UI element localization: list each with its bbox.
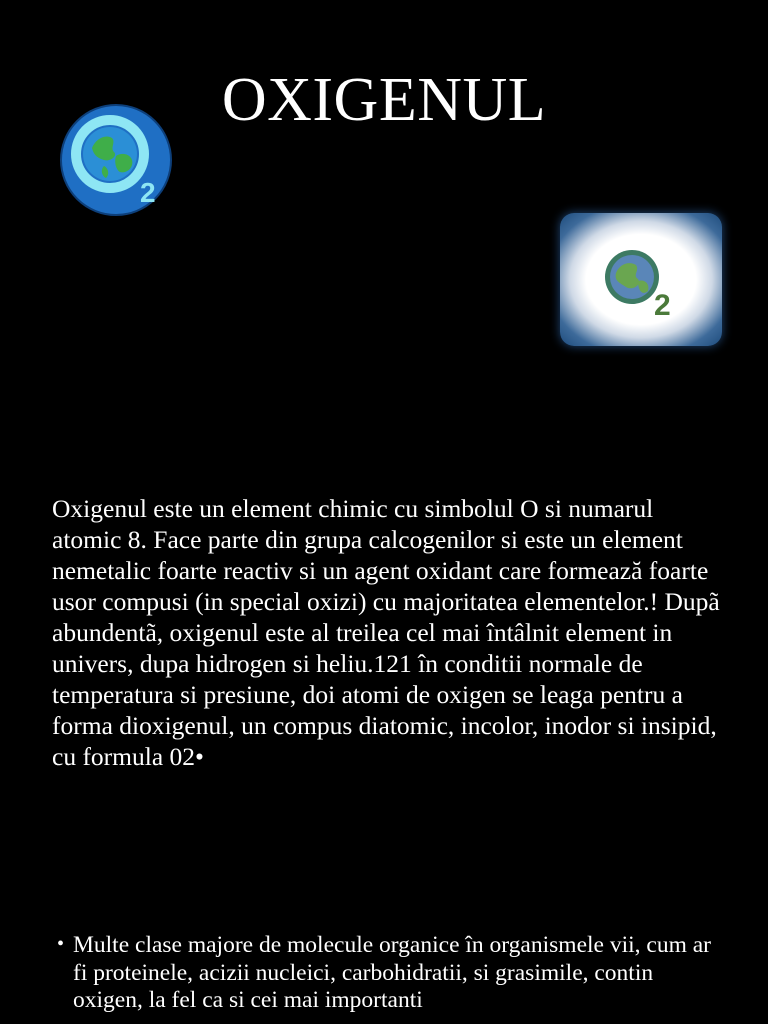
bullet-list [57,932,717,1015]
description-paragraph: Oxigenul este un element chimic cu simbolul O si numarul atomic 8. Face parte din grupa calcogenilor si este un element nemetalic foarte reactiv si un agent oxidant care formează foarte usor compusi (in special oxizi) cu majoritatea elementelor.! Dupã abundentã, oxigenul este al treilea cel mai întâlnit element in univers, dupa hidrogen si heliu.121 în conditii normale de temperatura si presiune, doi atomi de oxigen se leaga pentru a forma dioxigenul, un compus diatomic, incolor, inodor si insipid, cu formula 02• [52,494,720,771]
page-title: OXIGENUL [221,66,547,134]
earth-o2-icon [60,104,172,216]
earth-o2-icon [600,243,686,323]
bullet-item [57,932,717,1015]
earth-o2-image [560,213,722,346]
svg-text:2: 2 [654,289,671,322]
bullet-mark: • [57,933,65,955]
svg-text:2: 2 [140,177,156,208]
bullet-text: Multe clase majore de molecule organice în organismele vii, cum ar fi proteinele, acizii nucleici, carbohidratii, si grasimile, contin oxigen, la fel ca si cei mai importanti [73,932,711,1013]
